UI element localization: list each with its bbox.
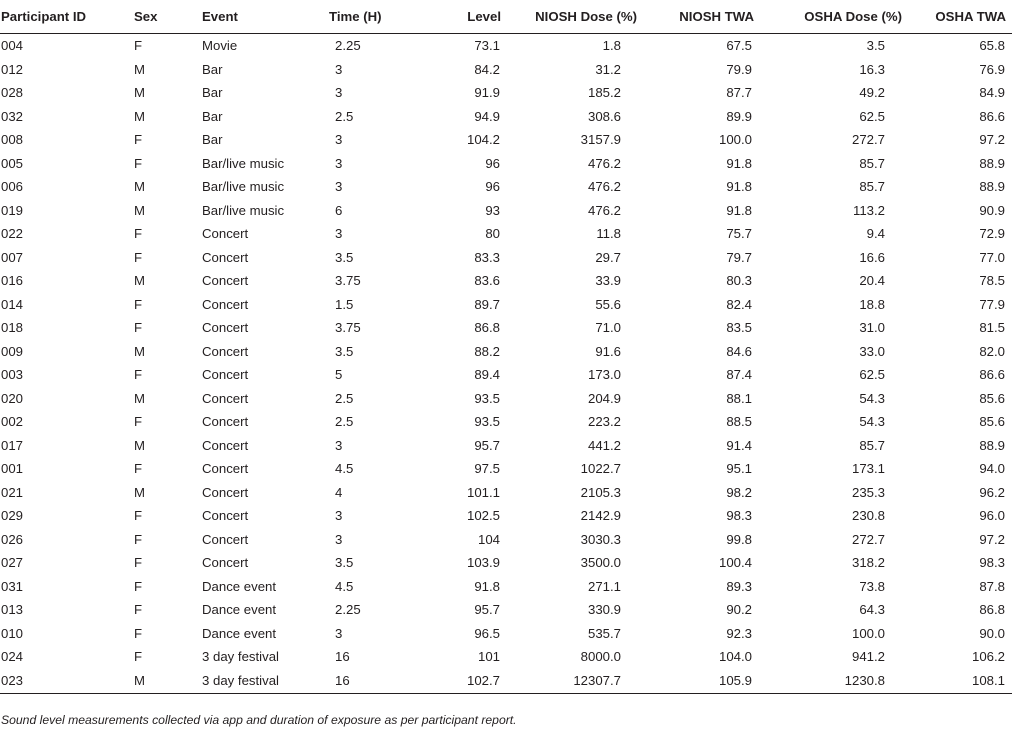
cell-level: 95.7 <box>474 602 500 618</box>
cell-osha-twa: 86.8 <box>979 602 1005 618</box>
cell-event: Dance event <box>202 602 277 618</box>
cell-niosh-dose: 330.9 <box>587 602 621 618</box>
cell-level: 86.8 <box>474 320 500 336</box>
col-header-time: Time (H) <box>329 0 417 34</box>
col-header-osha-dose: OSHA Dose (%) <box>779 0 910 34</box>
table-row <box>0 34 1012 58</box>
cell-osha-twa: 72.9 <box>979 226 1005 242</box>
cell-level: 104 <box>477 531 500 547</box>
cell-event: Concert <box>202 508 249 524</box>
cell-niosh-dose: 12307.7 <box>513 669 653 694</box>
cell-niosh-twa: 91.4 <box>726 437 752 453</box>
cell-participant-id: 007 <box>1 249 24 265</box>
cell-niosh-twa: 82.4 <box>726 296 752 312</box>
cell-event: Dance event <box>202 625 277 641</box>
cell-niosh-twa: 98.3 <box>726 508 752 524</box>
cell-niosh-twa: 88.5 <box>726 414 752 430</box>
cell-osha-twa: 88.9 <box>979 437 1005 453</box>
table-row <box>0 222 1012 246</box>
cell-level: 89.4 <box>474 367 500 383</box>
table-row <box>0 105 1012 129</box>
cell-sex: M <box>134 669 202 694</box>
cell-osha-dose: 16.6 <box>859 249 885 265</box>
cell-participant-id: 020 <box>1 390 24 406</box>
cell-time: 16 <box>329 669 417 694</box>
table-row <box>0 81 1012 105</box>
cell-participant-id: 013 <box>1 602 24 618</box>
cell-osha-dose: 62.5 <box>859 367 885 383</box>
cell-niosh-twa: 98.2 <box>726 484 752 500</box>
cell-osha-twa: 65.8 <box>979 38 1005 54</box>
cell-osha-dose: 941.2 <box>851 649 885 665</box>
cell-niosh-twa: 87.7 <box>726 85 752 101</box>
cell-level: 91.8 <box>474 578 500 594</box>
cell-niosh-twa: 100.4 <box>718 555 752 571</box>
cell-event: Bar <box>202 132 223 148</box>
table-row <box>0 152 1012 176</box>
cell-event: Concert <box>202 249 249 265</box>
cell-event: Concert <box>202 273 249 289</box>
cell-osha-twa: 106.2 <box>971 649 1005 665</box>
cell-event: Concert <box>202 437 249 453</box>
table-row <box>0 387 1012 411</box>
cell-participant-id: 006 <box>1 179 24 195</box>
cell-osha-twa: 98.3 <box>979 555 1005 571</box>
cell-participant-id: 019 <box>1 202 24 218</box>
cell-sex: M <box>134 343 145 359</box>
cell-osha-dose: 318.2 <box>851 555 885 571</box>
cell-sex: F <box>134 132 143 148</box>
cell-osha-dose: 54.3 <box>859 414 885 430</box>
cell-osha-dose: 230.8 <box>851 508 885 524</box>
cell-event: Concert <box>202 343 249 359</box>
cell-osha-dose: 272.7 <box>851 531 885 547</box>
cell-level: 96 <box>485 155 500 171</box>
cell-sex: F <box>134 602 143 618</box>
cell-time: 3 <box>335 437 343 453</box>
table-row <box>0 622 1012 646</box>
cell-niosh-dose: 185.2 <box>587 85 621 101</box>
cell-event: Movie <box>202 38 238 54</box>
cell-event: Concert <box>202 367 249 383</box>
cell-time: 3 <box>335 625 343 641</box>
col-header-osha-twa: OSHA TWA <box>910 0 1012 34</box>
cell-sex: F <box>134 461 143 477</box>
table-row <box>0 199 1012 223</box>
cell-level: 96.5 <box>474 625 500 641</box>
cell-sex: F <box>134 649 143 665</box>
cell-niosh-dose: 31.2 <box>595 61 621 77</box>
cell-level: 89.7 <box>474 296 500 312</box>
cell-event: Concert <box>202 226 249 242</box>
cell-niosh-twa: 67.5 <box>726 38 752 54</box>
cell-time: 3 <box>335 132 343 148</box>
cell-level: 104.2 <box>466 132 500 148</box>
cell-participant-id: 012 <box>1 61 24 77</box>
cell-osha-twa: 77.0 <box>979 249 1005 265</box>
table-row <box>0 340 1012 364</box>
cell-osha-dose: 85.7 <box>859 437 885 453</box>
cell-level: 102.5 <box>466 508 500 524</box>
cell-sex: M <box>134 61 145 77</box>
cell-participant-id: 002 <box>1 414 24 430</box>
cell-niosh-dose: 476.2 <box>587 202 621 218</box>
cell-niosh-twa: 91.8 <box>726 155 752 171</box>
cell-niosh-dose: 271.1 <box>587 578 621 594</box>
cell-event: Bar <box>202 108 223 124</box>
cell-event: Bar <box>202 61 223 77</box>
cell-osha-dose: 173.1 <box>851 461 885 477</box>
table-row <box>0 410 1012 434</box>
cell-niosh-dose: 204.9 <box>587 390 621 406</box>
header-row <box>0 0 1012 34</box>
cell-osha-twa: 86.6 <box>979 367 1005 383</box>
cell-participant-id: 008 <box>1 132 24 148</box>
cell-level: 97.5 <box>474 461 500 477</box>
cell-niosh-twa: 89.9 <box>726 108 752 124</box>
cell-participant-id: 017 <box>1 437 24 453</box>
cell-osha-dose: 3.5 <box>866 38 885 54</box>
cell-sex: M <box>134 484 145 500</box>
cell-niosh-dose: 55.6 <box>595 296 621 312</box>
cell-time: 6 <box>335 202 343 218</box>
cell-participant-id: 026 <box>1 531 24 547</box>
cell-osha-twa: 97.2 <box>979 132 1005 148</box>
cell-niosh-twa: 84.6 <box>726 343 752 359</box>
table-footnote: Sound level measurements collected via app and duration of exposure as per participant report. <box>1 713 517 727</box>
cell-participant-id: 028 <box>1 85 24 101</box>
cell-level: 94.9 <box>474 108 500 124</box>
cell-event: 3 day festival <box>202 669 329 694</box>
cell-time: 2.5 <box>335 390 354 406</box>
cell-sex: F <box>134 531 143 547</box>
cell-time: 2.25 <box>335 602 361 618</box>
cell-participant-id: 005 <box>1 155 24 171</box>
cell-sex: F <box>134 296 143 312</box>
cell-time: 3.5 <box>335 555 354 571</box>
cell-participant-id: 032 <box>1 108 24 124</box>
cell-osha-twa: 90.0 <box>979 625 1005 641</box>
cell-sex: M <box>134 179 145 195</box>
cell-niosh-twa: 89.3 <box>726 578 752 594</box>
table-row <box>0 457 1012 481</box>
cell-niosh-dose: 2105.3 <box>580 484 621 500</box>
cell-osha-twa: 88.9 <box>979 179 1005 195</box>
cell-level: 88.2 <box>474 343 500 359</box>
table-row <box>0 575 1012 599</box>
cell-osha-dose: 85.7 <box>859 155 885 171</box>
cell-participant-id: 010 <box>1 625 24 641</box>
cell-niosh-dose: 91.6 <box>595 343 621 359</box>
cell-niosh-twa: 95.1 <box>726 461 752 477</box>
cell-sex: F <box>134 625 143 641</box>
cell-niosh-dose: 441.2 <box>587 437 621 453</box>
cell-level: 95.7 <box>474 437 500 453</box>
cell-time: 3 <box>335 179 343 195</box>
cell-niosh-twa: 87.4 <box>726 367 752 383</box>
cell-niosh-twa: 75.7 <box>726 226 752 242</box>
cell-osha-dose: 33.0 <box>859 343 885 359</box>
col-header-event: Event <box>202 0 329 34</box>
cell-niosh-twa: 91.8 <box>726 179 752 195</box>
table-body <box>0 34 1012 694</box>
cell-sex: F <box>134 367 143 383</box>
cell-sex: F <box>134 38 143 54</box>
cell-osha-dose: 62.5 <box>859 108 885 124</box>
cell-niosh-dose: 1022.7 <box>580 461 621 477</box>
cell-osha-dose: 31.0 <box>859 320 885 336</box>
cell-participant-id: 004 <box>1 38 24 54</box>
cell-osha-dose: 235.3 <box>851 484 885 500</box>
cell-niosh-twa: 99.8 <box>726 531 752 547</box>
cell-level: 83.6 <box>474 273 500 289</box>
cell-osha-twa: 88.9 <box>979 155 1005 171</box>
cell-niosh-dose: 71.0 <box>595 320 621 336</box>
cell-time: 5 <box>335 367 343 383</box>
col-header-niosh-dose: NIOSH Dose (%) <box>513 0 653 34</box>
cell-osha-dose: 1230.8 <box>779 669 910 694</box>
cell-level: 93.5 <box>474 390 500 406</box>
cell-time: 3 <box>335 531 343 547</box>
cell-sex: M <box>134 437 145 453</box>
cell-time: 3 <box>335 508 343 524</box>
table-row <box>0 246 1012 270</box>
cell-level: 96 <box>485 179 500 195</box>
cell-osha-dose: 113.2 <box>852 202 885 218</box>
cell-osha-dose: 9.4 <box>866 226 885 242</box>
cell-level: 83.3 <box>474 249 500 265</box>
cell-osha-twa: 81.5 <box>979 320 1005 336</box>
cell-niosh-dose: 11.8 <box>596 226 621 242</box>
cell-level: 73.1 <box>474 38 500 54</box>
cell-event: Concert <box>202 484 249 500</box>
cell-osha-twa: 94.0 <box>979 461 1005 477</box>
table-row <box>0 645 1012 669</box>
cell-time: 3.75 <box>335 320 361 336</box>
cell-osha-twa: 84.9 <box>979 85 1005 101</box>
cell-participant-id: 021 <box>1 484 24 500</box>
cell-participant-id: 024 <box>1 649 24 665</box>
cell-osha-twa: 77.9 <box>979 296 1005 312</box>
cell-osha-twa: 108.1 <box>910 669 1012 694</box>
cell-osha-dose: 100.0 <box>851 625 885 641</box>
cell-osha-twa: 87.8 <box>979 578 1005 594</box>
cell-sex: F <box>134 578 143 594</box>
cell-time: 1.5 <box>335 296 354 312</box>
cell-osha-dose: 20.4 <box>859 273 885 289</box>
cell-niosh-twa: 91.8 <box>726 202 752 218</box>
col-header-level: Level <box>417 0 513 34</box>
cell-sex: F <box>134 414 143 430</box>
cell-time: 2.5 <box>335 414 354 430</box>
table-row <box>0 128 1012 152</box>
cell-osha-dose: 18.8 <box>859 296 885 312</box>
cell-osha-twa: 90.9 <box>979 202 1005 218</box>
cell-level: 102.7 <box>417 669 513 694</box>
cell-sex: F <box>134 320 143 336</box>
cell-time: 4.5 <box>335 578 354 594</box>
cell-niosh-dose: 308.6 <box>587 108 621 124</box>
cell-time: 2.5 <box>335 108 354 124</box>
cell-osha-dose: 85.7 <box>859 179 885 195</box>
cell-level: 101.1 <box>466 484 500 500</box>
table-row <box>0 316 1012 340</box>
cell-level: 80 <box>485 226 500 242</box>
cell-event: Concert <box>202 461 249 477</box>
col-header-participant-id: Participant ID <box>0 0 134 34</box>
cell-sex: M <box>134 273 145 289</box>
cell-osha-twa: 76.9 <box>979 61 1005 77</box>
cell-niosh-dose: 3157.9 <box>580 132 621 148</box>
cell-niosh-twa: 88.1 <box>726 390 752 406</box>
cell-event: Concert <box>202 555 249 571</box>
cell-time: 3 <box>335 85 343 101</box>
cell-event: Concert <box>202 414 249 430</box>
col-header-niosh-twa: NIOSH TWA <box>653 0 779 34</box>
cell-niosh-dose: 1.8 <box>602 38 621 54</box>
cell-niosh-twa: 92.3 <box>726 625 752 641</box>
cell-niosh-dose: 2142.9 <box>580 508 621 524</box>
cell-time: 2.25 <box>335 38 361 54</box>
cell-niosh-dose: 476.2 <box>587 179 621 195</box>
cell-participant-id: 016 <box>1 273 24 289</box>
cell-level: 93.5 <box>474 414 500 430</box>
cell-osha-dose: 64.3 <box>859 602 885 618</box>
cell-niosh-twa: 100.0 <box>718 132 752 148</box>
cell-niosh-dose: 33.9 <box>595 273 621 289</box>
cell-time: 3 <box>335 155 343 171</box>
table-row <box>0 58 1012 82</box>
table-row <box>0 669 1012 694</box>
cell-sex: F <box>134 226 143 242</box>
cell-event: Bar/live music <box>202 179 285 195</box>
cell-event: Bar/live music <box>202 155 285 171</box>
cell-osha-twa: 82.0 <box>979 343 1005 359</box>
cell-sex: M <box>134 85 145 101</box>
table-row <box>0 293 1012 317</box>
cell-participant-id: 014 <box>1 296 24 312</box>
cell-osha-dose: 272.7 <box>851 132 885 148</box>
cell-participant-id: 018 <box>1 320 24 336</box>
cell-niosh-twa: 80.3 <box>726 273 752 289</box>
cell-event: Concert <box>202 296 249 312</box>
table-row <box>0 598 1012 622</box>
cell-level: 101 <box>477 649 500 665</box>
cell-niosh-dose: 3500.0 <box>580 555 621 571</box>
cell-osha-dose: 73.8 <box>859 578 885 594</box>
cell-level: 91.9 <box>474 85 500 101</box>
cell-osha-dose: 49.2 <box>859 85 885 101</box>
cell-osha-twa: 86.6 <box>979 108 1005 124</box>
cell-niosh-dose: 173.0 <box>587 367 621 383</box>
cell-event: Concert <box>202 320 249 336</box>
cell-participant-id: 001 <box>1 461 24 477</box>
cell-event: Concert <box>202 531 249 547</box>
cell-niosh-dose: 535.7 <box>587 625 621 641</box>
cell-sex: M <box>134 108 145 124</box>
table-row <box>0 481 1012 505</box>
cell-sex: F <box>134 508 143 524</box>
cell-participant-id: 009 <box>1 343 24 359</box>
cell-sex: M <box>134 202 145 218</box>
cell-sex: F <box>134 155 143 171</box>
cell-time: 3.5 <box>335 249 354 265</box>
cell-osha-dose: 16.3 <box>859 61 885 77</box>
cell-osha-twa: 96.0 <box>979 508 1005 524</box>
cell-sex: M <box>134 390 145 406</box>
cell-event: Bar/live music <box>202 202 285 218</box>
cell-osha-twa: 96.2 <box>979 484 1005 500</box>
cell-participant-id: 023 <box>0 669 134 694</box>
cell-time: 3.5 <box>335 343 354 359</box>
table-row <box>0 269 1012 293</box>
cell-osha-twa: 85.6 <box>979 414 1005 430</box>
table-row <box>0 434 1012 458</box>
cell-niosh-dose: 29.7 <box>595 249 621 265</box>
cell-sex: F <box>134 555 143 571</box>
cell-time: 4 <box>335 484 343 500</box>
cell-niosh-dose: 223.2 <box>587 414 621 430</box>
table-row <box>0 175 1012 199</box>
cell-niosh-twa: 83.5 <box>726 320 752 336</box>
cell-level: 93 <box>485 202 500 218</box>
table-row <box>0 528 1012 552</box>
table-row <box>0 504 1012 528</box>
cell-niosh-dose: 476.2 <box>587 155 621 171</box>
cell-sex: F <box>134 249 143 265</box>
cell-participant-id: 027 <box>1 555 24 571</box>
cell-participant-id: 003 <box>1 367 24 383</box>
cell-niosh-twa: 105.9 <box>653 669 779 694</box>
cell-participant-id: 029 <box>1 508 24 524</box>
cell-niosh-twa: 104.0 <box>718 649 752 665</box>
cell-event: Dance event <box>202 578 277 594</box>
cell-participant-id: 031 <box>1 578 24 594</box>
cell-osha-twa: 85.6 <box>979 390 1005 406</box>
cell-time: 4.5 <box>335 461 354 477</box>
cell-osha-twa: 78.5 <box>979 273 1005 289</box>
cell-time: 3 <box>335 226 343 242</box>
cell-event: Bar <box>202 85 223 101</box>
cell-niosh-twa: 90.2 <box>726 602 752 618</box>
cell-time: 3.75 <box>335 273 361 289</box>
cell-level: 84.2 <box>474 61 500 77</box>
cell-niosh-dose: 8000.0 <box>580 649 621 665</box>
cell-niosh-dose: 3030.3 <box>580 531 621 547</box>
cell-niosh-twa: 79.9 <box>726 61 752 77</box>
cell-level: 103.9 <box>466 555 500 571</box>
cell-time: 16 <box>335 649 350 665</box>
cell-osha-dose: 54.3 <box>859 390 885 406</box>
table-row <box>0 551 1012 575</box>
col-header-sex: Sex <box>134 0 202 34</box>
cell-event: 3 day festival <box>202 649 279 665</box>
cell-niosh-twa: 79.7 <box>726 249 752 265</box>
cell-event: Concert <box>202 390 249 406</box>
cell-osha-twa: 97.2 <box>979 531 1005 547</box>
table-row <box>0 363 1012 387</box>
cell-time: 3 <box>335 61 343 77</box>
cell-participant-id: 022 <box>1 226 24 242</box>
